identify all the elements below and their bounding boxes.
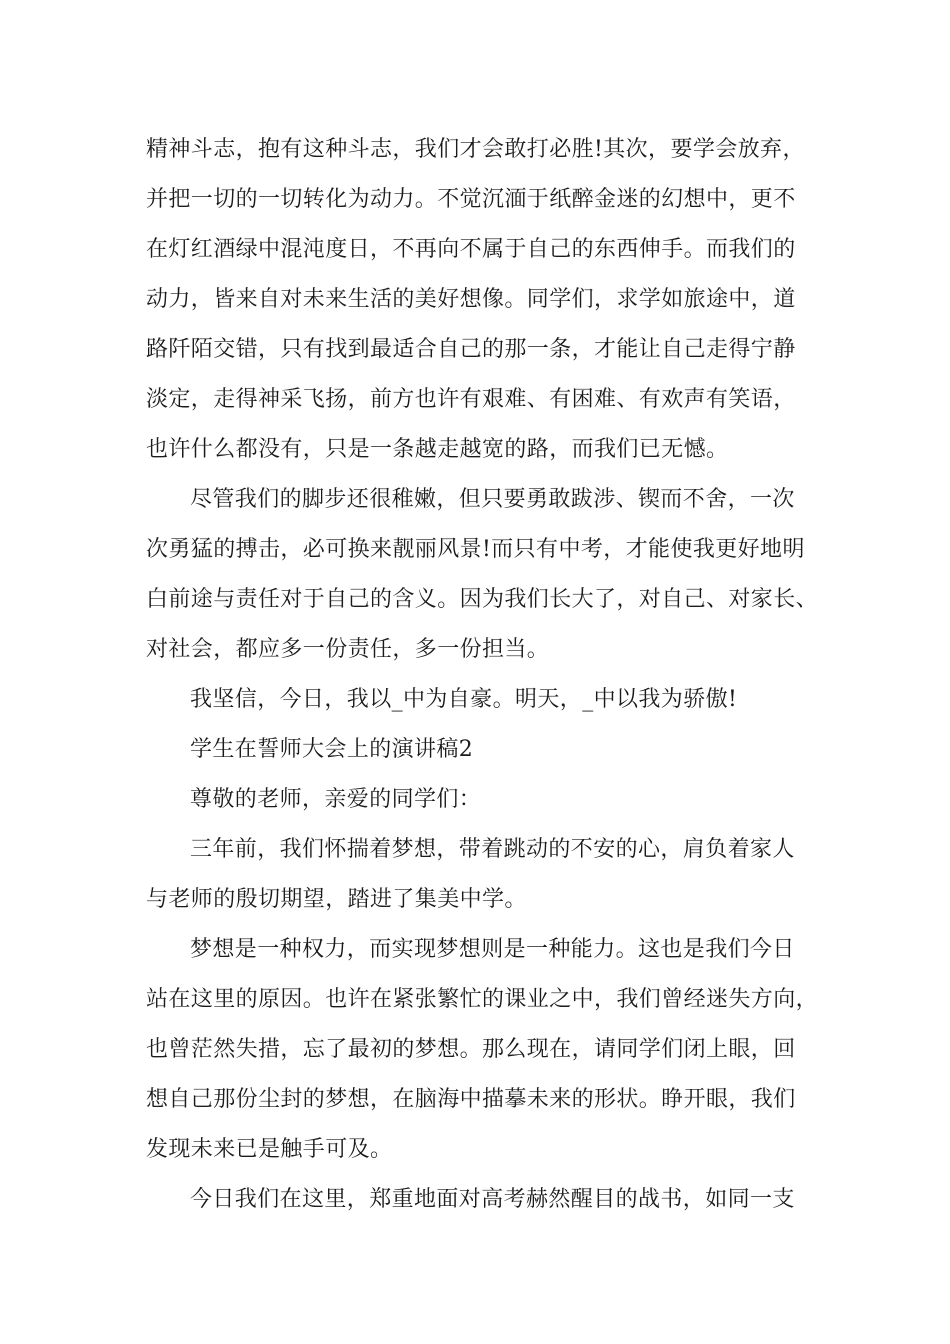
text-line: 并把一切的一切转化为动力。不觉沉湎于纸醉金迷的幻想中，更不: [146, 187, 796, 212]
text-line: 在灯红酒绿中混沌度日，不再向不属于自己的东西伸手。而我们的: [146, 237, 796, 262]
section-title: 学生在誓师大会上的演讲稿2: [190, 737, 474, 762]
paragraph-start-line: 梦想是一种权力，而实现梦想则是一种能力。这也是我们今日: [190, 937, 795, 962]
text-line: 与老师的殷切期望，踏进了集美中学。: [146, 887, 527, 912]
text-line: 路阡陌交错，只有找到最适合自己的那一条，才能让自己走得宁静: [146, 337, 796, 362]
paragraph-start-line: 我坚信，今日，我以_中为自豪。明天，_中以我为骄傲!: [190, 687, 738, 712]
paragraph-start-line: 尽管我们的脚步还很稚嫩，但只要勇敢跋涉、锲而不舍，一次: [190, 487, 795, 512]
paragraph-start-line: 今日我们在这里，郑重地面对高考赫然醒目的战书，如同一支: [190, 1187, 795, 1212]
paragraph-start-line: 三年前，我们怀揣着梦想，带着跳动的不安的心，肩负着家人: [190, 837, 795, 862]
text-line: 精神斗志，抱有这种斗志，我们才会敢打必胜!其次，要学会放弃，: [146, 137, 805, 162]
text-line: 站在这里的原因。也许在紧张繁忙的课业之中，我们曾经迷失方向，: [146, 987, 819, 1012]
text-line: 想自己那份尘封的梦想，在脑海中描摹未来的形状。睁开眼，我们: [146, 1087, 796, 1112]
text-line: 动力，皆来自对未来生活的美好想像。同学们，求学如旅途中，道: [146, 287, 796, 312]
text-line: 淡定，走得神采飞扬，前方也许有艰难、有困难、有欢声有笑语，: [146, 387, 796, 412]
text-line: 发现未来已是触手可及。: [146, 1137, 393, 1162]
text-line: 次勇猛的搏击，必可换来靓丽风景!而只有中考，才能使我更好地明: [146, 537, 805, 562]
text-line: 对社会，都应多一份责任，多一份担当。: [146, 637, 550, 662]
text-line: 白前途与责任对于自己的含义。因为我们长大了，对自己、对家长、: [146, 587, 819, 612]
salutation: 尊敬的老师，亲爱的同学们：: [190, 787, 482, 812]
text-line: 也曾茫然失措，忘了最初的梦想。那么现在，请同学们闭上眼，回: [146, 1037, 796, 1062]
text-line: 也许什么都没有，只是一条越走越宽的路，而我们已无憾。: [146, 437, 729, 462]
